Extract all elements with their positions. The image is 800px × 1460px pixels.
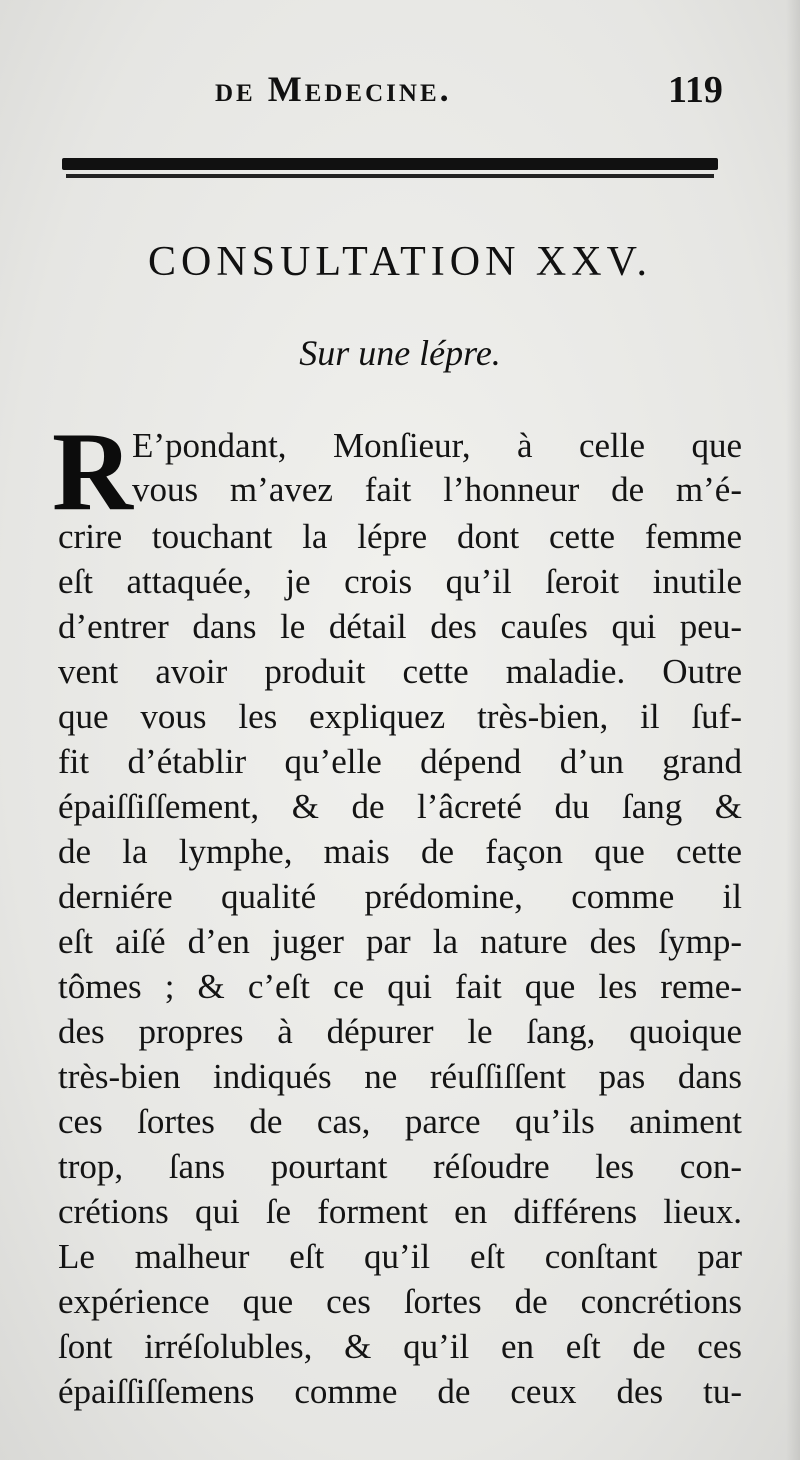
body-line: E’pondant, Monſieur, à celle que xyxy=(132,426,742,465)
body-line: expérience que ces ſortes de concrétions xyxy=(58,1282,742,1321)
body-line: très-bien indiqués ne réuſſiſſent pas dans xyxy=(58,1057,742,1096)
chapter-title: CONSULTATION XXV. xyxy=(147,239,652,285)
body-line: des propres à dépurer le ſang, quoique xyxy=(58,1012,742,1051)
body-line: Le malheur eſt qu’il eſt conſtant par xyxy=(58,1237,742,1276)
running-head: de Medecine. xyxy=(215,69,452,109)
body-line: eſt aiſé d’en juger par la nature des ſymp- xyxy=(58,922,742,961)
body-line: de la lymphe, mais de façon que cette xyxy=(58,832,742,871)
body-line: crétions qui ſe forment en différens lieux. xyxy=(58,1192,742,1231)
body-line: ces ſortes de cas, parce qu’ils animent xyxy=(58,1102,742,1141)
body-line: vous m’avez fait l’honneur de m’é- xyxy=(132,470,742,509)
body-line: épaiſſiſſement, & de l’âcreté du ſang & xyxy=(58,787,742,826)
body-line: trop, ſans pourtant réſoudre les con- xyxy=(58,1147,742,1186)
page-edge-shadow xyxy=(786,0,800,1460)
body-line: tômes ; & c’eſt ce qui fait que les reme- xyxy=(58,967,742,1006)
body-line: fit d’établir qu’elle dépend d’un grand xyxy=(58,742,742,781)
header-rule-thick xyxy=(62,158,718,170)
body-line: vent avoir produit cette maladie. Outre xyxy=(58,652,742,691)
body-line: épaiſſiſſemens comme de ceux des tu- xyxy=(58,1372,742,1411)
page-number: 119 xyxy=(668,69,723,111)
body-line: que vous les expliquez très-bien, il ſuf- xyxy=(58,697,742,736)
body-line: eſt attaquée, je crois qu’il ſeroit inutile xyxy=(58,562,742,601)
body-line: crire touchant la lépre dont cette femme xyxy=(58,517,742,556)
chapter-subtitle: Sur une lépre. xyxy=(299,333,501,373)
header-rule xyxy=(62,158,718,182)
body-line: derniére qualité prédomine, comme il xyxy=(58,877,742,916)
body-line: d’entrer dans le détail des cauſes qui peu- xyxy=(58,607,742,646)
header-rule-thin xyxy=(66,174,714,178)
drop-cap: R xyxy=(52,410,133,534)
body-line: ſont irréſolubles, & qu’il en eſt de ces xyxy=(58,1327,742,1366)
